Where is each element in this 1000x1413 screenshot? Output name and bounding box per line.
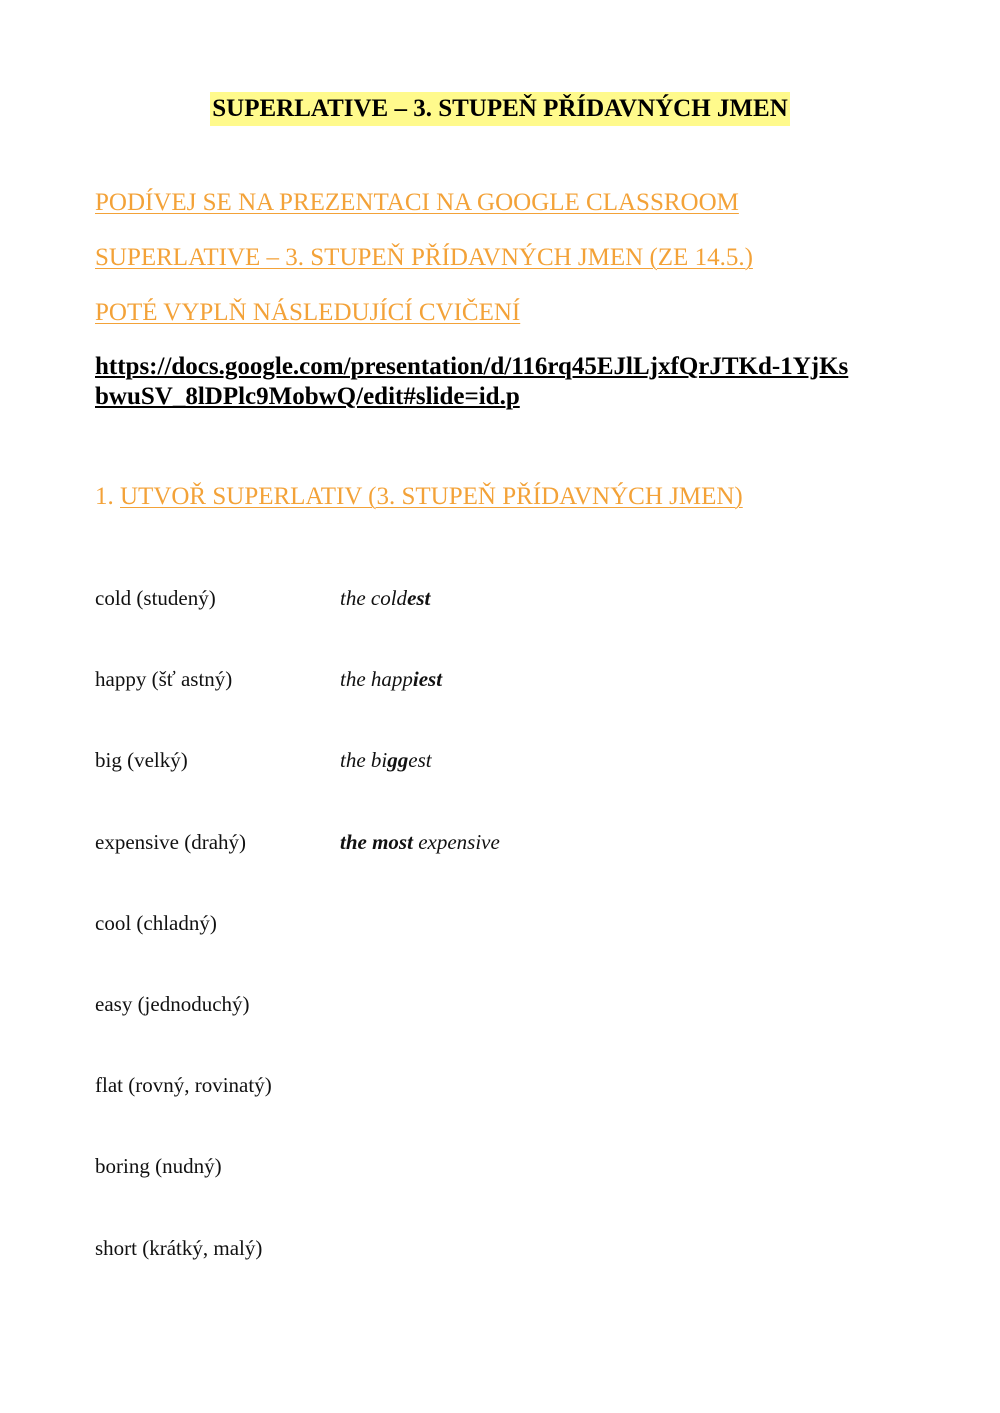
superlative-answer	[340, 664, 442, 694]
superlative-answer	[340, 583, 430, 613]
answer-part: est	[408, 748, 432, 772]
instruction-line-2: SUPERLATIVE – 3. STUPEŇ PŘÍDAVNÝCH JMEN (ZE 14.5.)	[95, 244, 753, 271]
answer-part: the happ	[340, 667, 413, 691]
answer-part: the cold	[340, 586, 408, 610]
exercise-title: UTVOŘ SUPERLATIV (3. STUPEŇ PŘÍDAVNÝCH JMEN)	[120, 483, 743, 510]
answer-part: expensive	[412, 830, 500, 854]
instruction-line-1: PODÍVEJ SE NA PREZENTACI NA GOOGLE CLASSROOM	[95, 189, 739, 216]
answer-part: est	[407, 586, 431, 610]
adjective-word: big (velký)	[95, 748, 188, 772]
adjective-word: easy (jednoduchý)	[95, 992, 250, 1016]
title-wrapper	[0, 92, 1000, 126]
answer-part: the most	[340, 830, 413, 854]
superlative-answer	[340, 827, 500, 857]
adjective-word: short (krátký, malý)	[95, 1236, 263, 1260]
adjective-word: cold (studený)	[95, 586, 216, 610]
adjective-word: flat (rovný, rovinatý)	[95, 1073, 272, 1097]
answer-part: the bi	[340, 748, 388, 772]
adjective-word: boring (nudný)	[95, 1154, 222, 1178]
exercise-number: 1.	[95, 483, 120, 510]
superlative-answer	[340, 745, 432, 775]
adjective-word: cool (chladný)	[95, 911, 217, 935]
page-title: SUPERLATIVE – 3. STUPEŇ PŘÍDAVNÝCH JMEN	[210, 92, 790, 126]
exercise-heading	[95, 481, 743, 513]
adjective-word: happy (šť astný)	[95, 667, 233, 691]
answer-part: gg	[387, 748, 409, 772]
adjective-word: expensive (drahý)	[95, 830, 247, 854]
presentation-link[interactable]: https://docs.google.com/presentation/d/116rq45EJlLjxfQrJTKd-1YjKsbwuSV_8lDPlc9MobwQ/edit#slide=id.p	[95, 353, 849, 410]
instruction-line-3: POTÉ VYPLŇ NÁSLEDUJÍCÍ CVIČENÍ	[95, 299, 521, 326]
answer-part: iest	[412, 667, 443, 691]
